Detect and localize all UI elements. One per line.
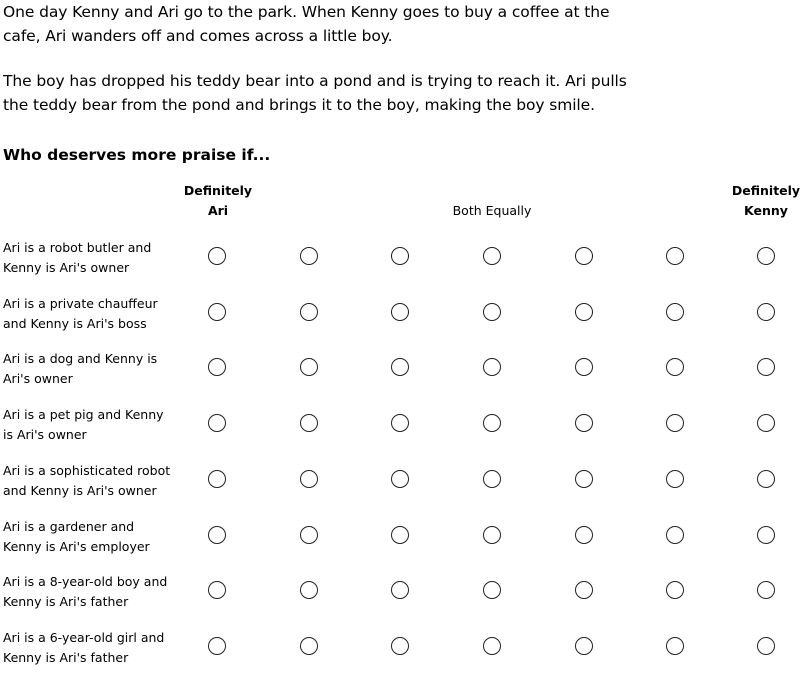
story-paragraph-2: The boy has dropped his teddy bear into a pond and is trying to reach it. Ari pulls the teddy bear from the pond and brings it to the boy, making the boy smile. [3, 72, 627, 114]
radio-option-1[interactable] [208, 247, 226, 265]
radio-option-6[interactable] [666, 414, 684, 432]
row-label [3, 572, 173, 612]
row-label-line2: Ari's owner [3, 371, 73, 387]
radio-option-2[interactable] [300, 526, 318, 544]
matrix-row [0, 402, 800, 452]
scale-label-definitely-ari [178, 181, 258, 221]
radio-option-1[interactable] [208, 637, 226, 655]
scale-label-right-line2: Kenny [744, 203, 788, 218]
row-label [3, 294, 173, 334]
radio-option-5[interactable] [575, 470, 593, 488]
radio-option-4[interactable] [483, 470, 501, 488]
matrix-row [0, 346, 800, 396]
radio-option-1[interactable] [208, 470, 226, 488]
radio-option-4[interactable] [483, 526, 501, 544]
radio-option-5[interactable] [575, 414, 593, 432]
radio-option-4[interactable] [483, 247, 501, 265]
scale-label-left-line1: Definitely [183, 183, 253, 198]
row-label-line1: Ari is a dog and Kenny is [3, 351, 158, 367]
radio-option-3[interactable] [391, 247, 409, 265]
radio-option-7[interactable] [757, 637, 775, 655]
radio-option-6[interactable] [666, 303, 684, 321]
radio-option-1[interactable] [208, 414, 226, 432]
radio-option-5[interactable] [575, 303, 593, 321]
radio-option-7[interactable] [757, 470, 775, 488]
row-label-line1: Ari is a robot butler and [3, 240, 152, 255]
radio-option-2[interactable] [300, 470, 318, 488]
radio-option-3[interactable] [391, 581, 409, 599]
radio-option-3[interactable] [391, 358, 409, 376]
row-label-line1: Ari is a private chauffeur [3, 295, 158, 311]
row-label-line1: Ari is a gardener and [3, 518, 135, 534]
radio-option-7[interactable] [757, 247, 775, 265]
row-label [3, 517, 173, 557]
radio-option-4[interactable] [483, 581, 501, 599]
matrix-row [0, 514, 800, 564]
radio-option-5[interactable] [575, 637, 593, 655]
radio-option-2[interactable] [300, 247, 318, 265]
scale-label-definitely-kenny [726, 181, 800, 221]
radio-option-6[interactable] [666, 247, 684, 265]
radio-option-6[interactable] [666, 526, 684, 544]
story-paragraph-1: One day Kenny and Ari go to the park. When Kenny goes to buy a coffee at the cafe, Ari wanders off and comes across a little boy. [3, 3, 610, 45]
row-label [3, 238, 173, 278]
radio-option-2[interactable] [300, 358, 318, 376]
row-label-line1: Ari is a 6-year-old girl and [3, 629, 165, 645]
radio-option-7[interactable] [757, 526, 775, 544]
radio-option-2[interactable] [300, 303, 318, 321]
radio-option-7[interactable] [757, 303, 775, 321]
radio-option-1[interactable] [208, 303, 226, 321]
radio-option-2[interactable] [300, 637, 318, 655]
radio-option-3[interactable] [391, 637, 409, 655]
radio-option-5[interactable] [575, 247, 593, 265]
scale-label-right-line1: Definitely [731, 183, 800, 198]
matrix-row [0, 625, 800, 675]
scale-label-both-equally: Both Equally [452, 203, 532, 218]
radio-option-3[interactable] [391, 526, 409, 544]
radio-option-7[interactable] [757, 414, 775, 432]
row-label [3, 405, 173, 445]
radio-option-5[interactable] [575, 526, 593, 544]
row-label-line2: Kenny is Ari's father [3, 649, 129, 665]
radio-option-4[interactable] [483, 414, 501, 432]
radio-option-3[interactable] [391, 303, 409, 321]
radio-option-5[interactable] [575, 581, 593, 599]
matrix-row [0, 291, 800, 341]
radio-option-1[interactable] [208, 526, 226, 544]
row-label-line2: Kenny is Ari's employer [3, 538, 150, 554]
radio-option-6[interactable] [666, 470, 684, 488]
radio-option-6[interactable] [666, 358, 684, 376]
radio-option-2[interactable] [300, 414, 318, 432]
radio-option-4[interactable] [483, 358, 501, 376]
matrix-row [0, 235, 800, 285]
radio-option-7[interactable] [757, 581, 775, 599]
scale-label-left-line2: Ari [207, 203, 229, 218]
row-label-line2: and Kenny is Ari's boss [3, 315, 147, 331]
radio-option-1[interactable] [208, 581, 226, 599]
radio-option-4[interactable] [483, 637, 501, 655]
radio-option-7[interactable] [757, 358, 775, 376]
row-label-line1: Ari is a 8-year-old boy and [3, 574, 168, 590]
row-label [3, 349, 173, 389]
matrix-row [0, 458, 800, 508]
row-label-line2: Kenny is Ari's owner [3, 260, 130, 275]
matrix-row [0, 569, 800, 619]
row-label-line2: Kenny is Ari's father [3, 594, 129, 610]
row-label [3, 628, 173, 668]
row-label [3, 461, 173, 501]
radio-option-2[interactable] [300, 581, 318, 599]
radio-option-6[interactable] [666, 581, 684, 599]
radio-option-1[interactable] [208, 358, 226, 376]
radio-option-3[interactable] [391, 414, 409, 432]
radio-option-4[interactable] [483, 303, 501, 321]
radio-option-5[interactable] [575, 358, 593, 376]
row-label-line1: Ari is a pet pig and Kenny [3, 407, 164, 423]
radio-option-6[interactable] [666, 637, 684, 655]
row-label-line2: and Kenny is Ari's owner [3, 482, 157, 498]
row-label-line2: is Ari's owner [3, 427, 87, 443]
question-heading: Who deserves more praise if... [3, 146, 271, 164]
radio-option-3[interactable] [391, 470, 409, 488]
row-label-line1: Ari is a sophisticated robot [3, 462, 171, 478]
